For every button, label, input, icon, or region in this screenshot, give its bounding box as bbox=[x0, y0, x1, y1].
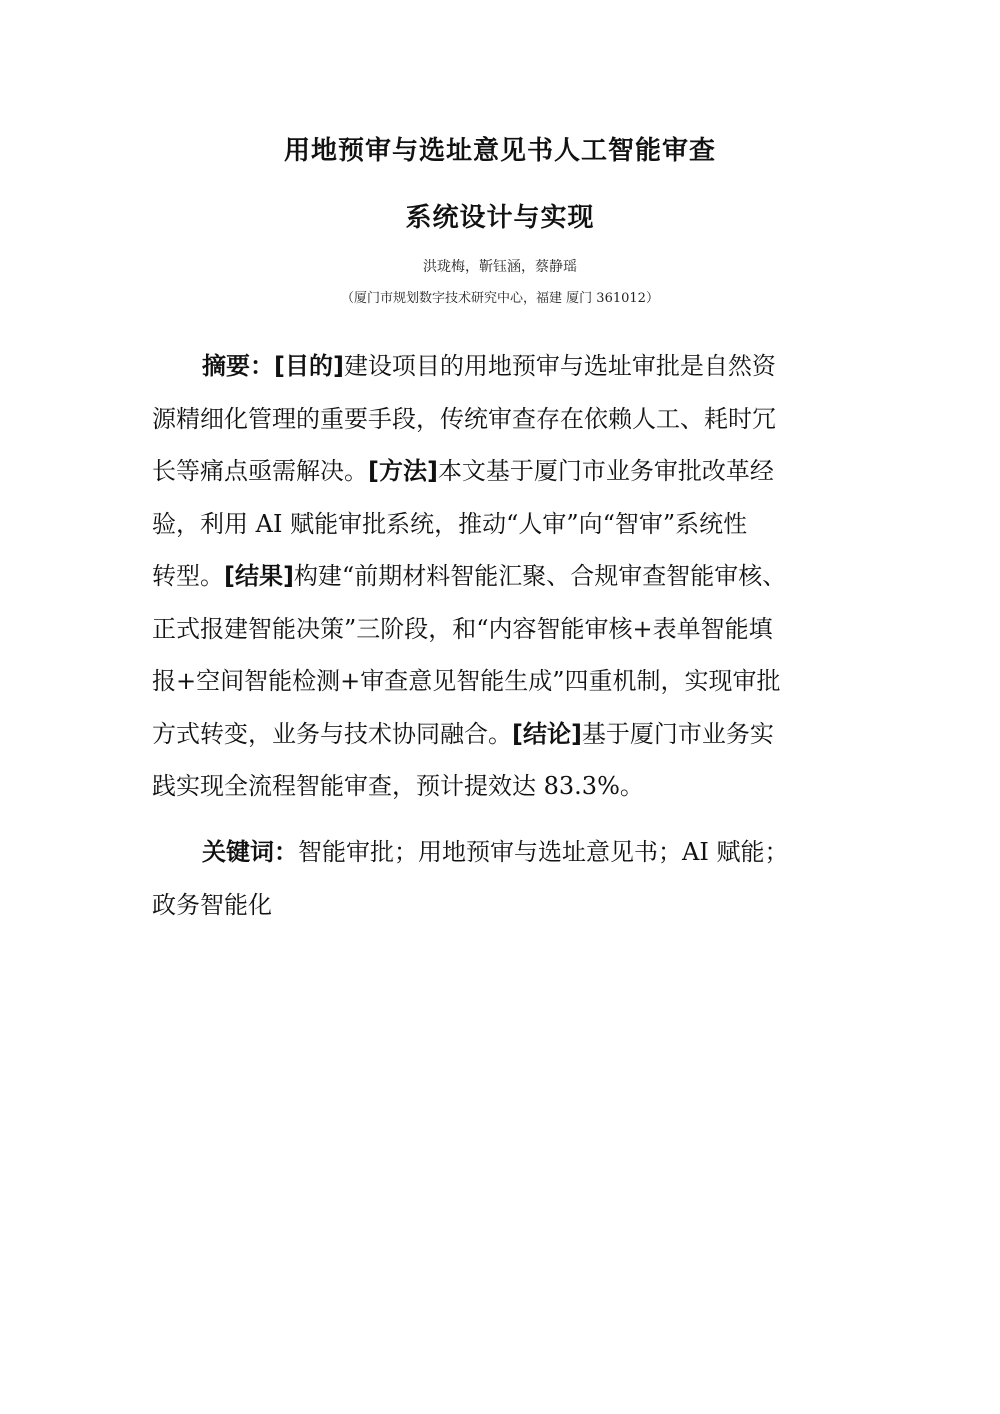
abstract-text: 基于厦门市业务实 bbox=[581, 719, 774, 748]
abstract-line: 践实现全流程智能审查，预计提效达 83.3%。 bbox=[152, 772, 644, 800]
abstract-text: 方式转变，业务与技术协同融合。 bbox=[152, 719, 512, 748]
paper-title-line-1: 用地预审与选址意见书人工智能审查 bbox=[283, 136, 716, 166]
keywords-line: 政务智能化 bbox=[152, 890, 272, 919]
abstract-text: 本文基于厦门市业务审批改革经 bbox=[437, 457, 774, 485]
abstract-line: 报+空间智能检测+审查意见智能生成”四重机制，实现审批 bbox=[152, 667, 781, 695]
abstract-text: 建设项目的用地预审与选址审批是自然资 bbox=[343, 352, 776, 380]
abstract-method-label: [方法] bbox=[368, 457, 438, 485]
keywords-text: 智能审批；用地预审与选址意见书；AI 赋能； bbox=[298, 838, 789, 866]
paper-authors: 洪珑梅，靳钰涵，蔡静瑶 bbox=[423, 259, 577, 275]
abstract-text: 构建“前期材料智能汇聚、合规审查智能审核、 bbox=[293, 562, 787, 590]
abstract-text: 转型。 bbox=[152, 562, 224, 590]
abstract-line: 验，利用 AI 赋能审批系统，推动“人审”向“智审”系统性 bbox=[152, 509, 748, 538]
abstract-line: 正式报建智能决策”三阶段，和“内容智能审核+表单智能填 bbox=[152, 614, 773, 643]
abstract-text: 长等痛点亟需解决。 bbox=[152, 457, 368, 485]
paper-affiliation: （厦门市规划数字技术研究中心，福建 厦门 361012） bbox=[341, 291, 659, 306]
paper-title-line-2: 系统设计与实现 bbox=[405, 203, 595, 233]
abstract-line bbox=[152, 708, 842, 761]
abstract-line: 源精细化管理的重要手段，传统审查存在依赖人工、耗时冗 bbox=[152, 404, 776, 433]
keywords-line bbox=[152, 826, 842, 879]
abstract-label: 摘要： bbox=[202, 352, 274, 380]
abstract-line bbox=[152, 550, 842, 603]
abstract-purpose-label: [目的] bbox=[274, 352, 344, 380]
keywords-section bbox=[152, 826, 842, 931]
keywords-label: 关键词： bbox=[202, 838, 298, 866]
abstract-result-label: [结果] bbox=[224, 562, 294, 590]
abstract-line bbox=[152, 445, 842, 498]
abstract-conclusion-label: [结论] bbox=[512, 719, 582, 748]
abstract-line bbox=[152, 340, 842, 393]
abstract-section bbox=[152, 340, 842, 813]
